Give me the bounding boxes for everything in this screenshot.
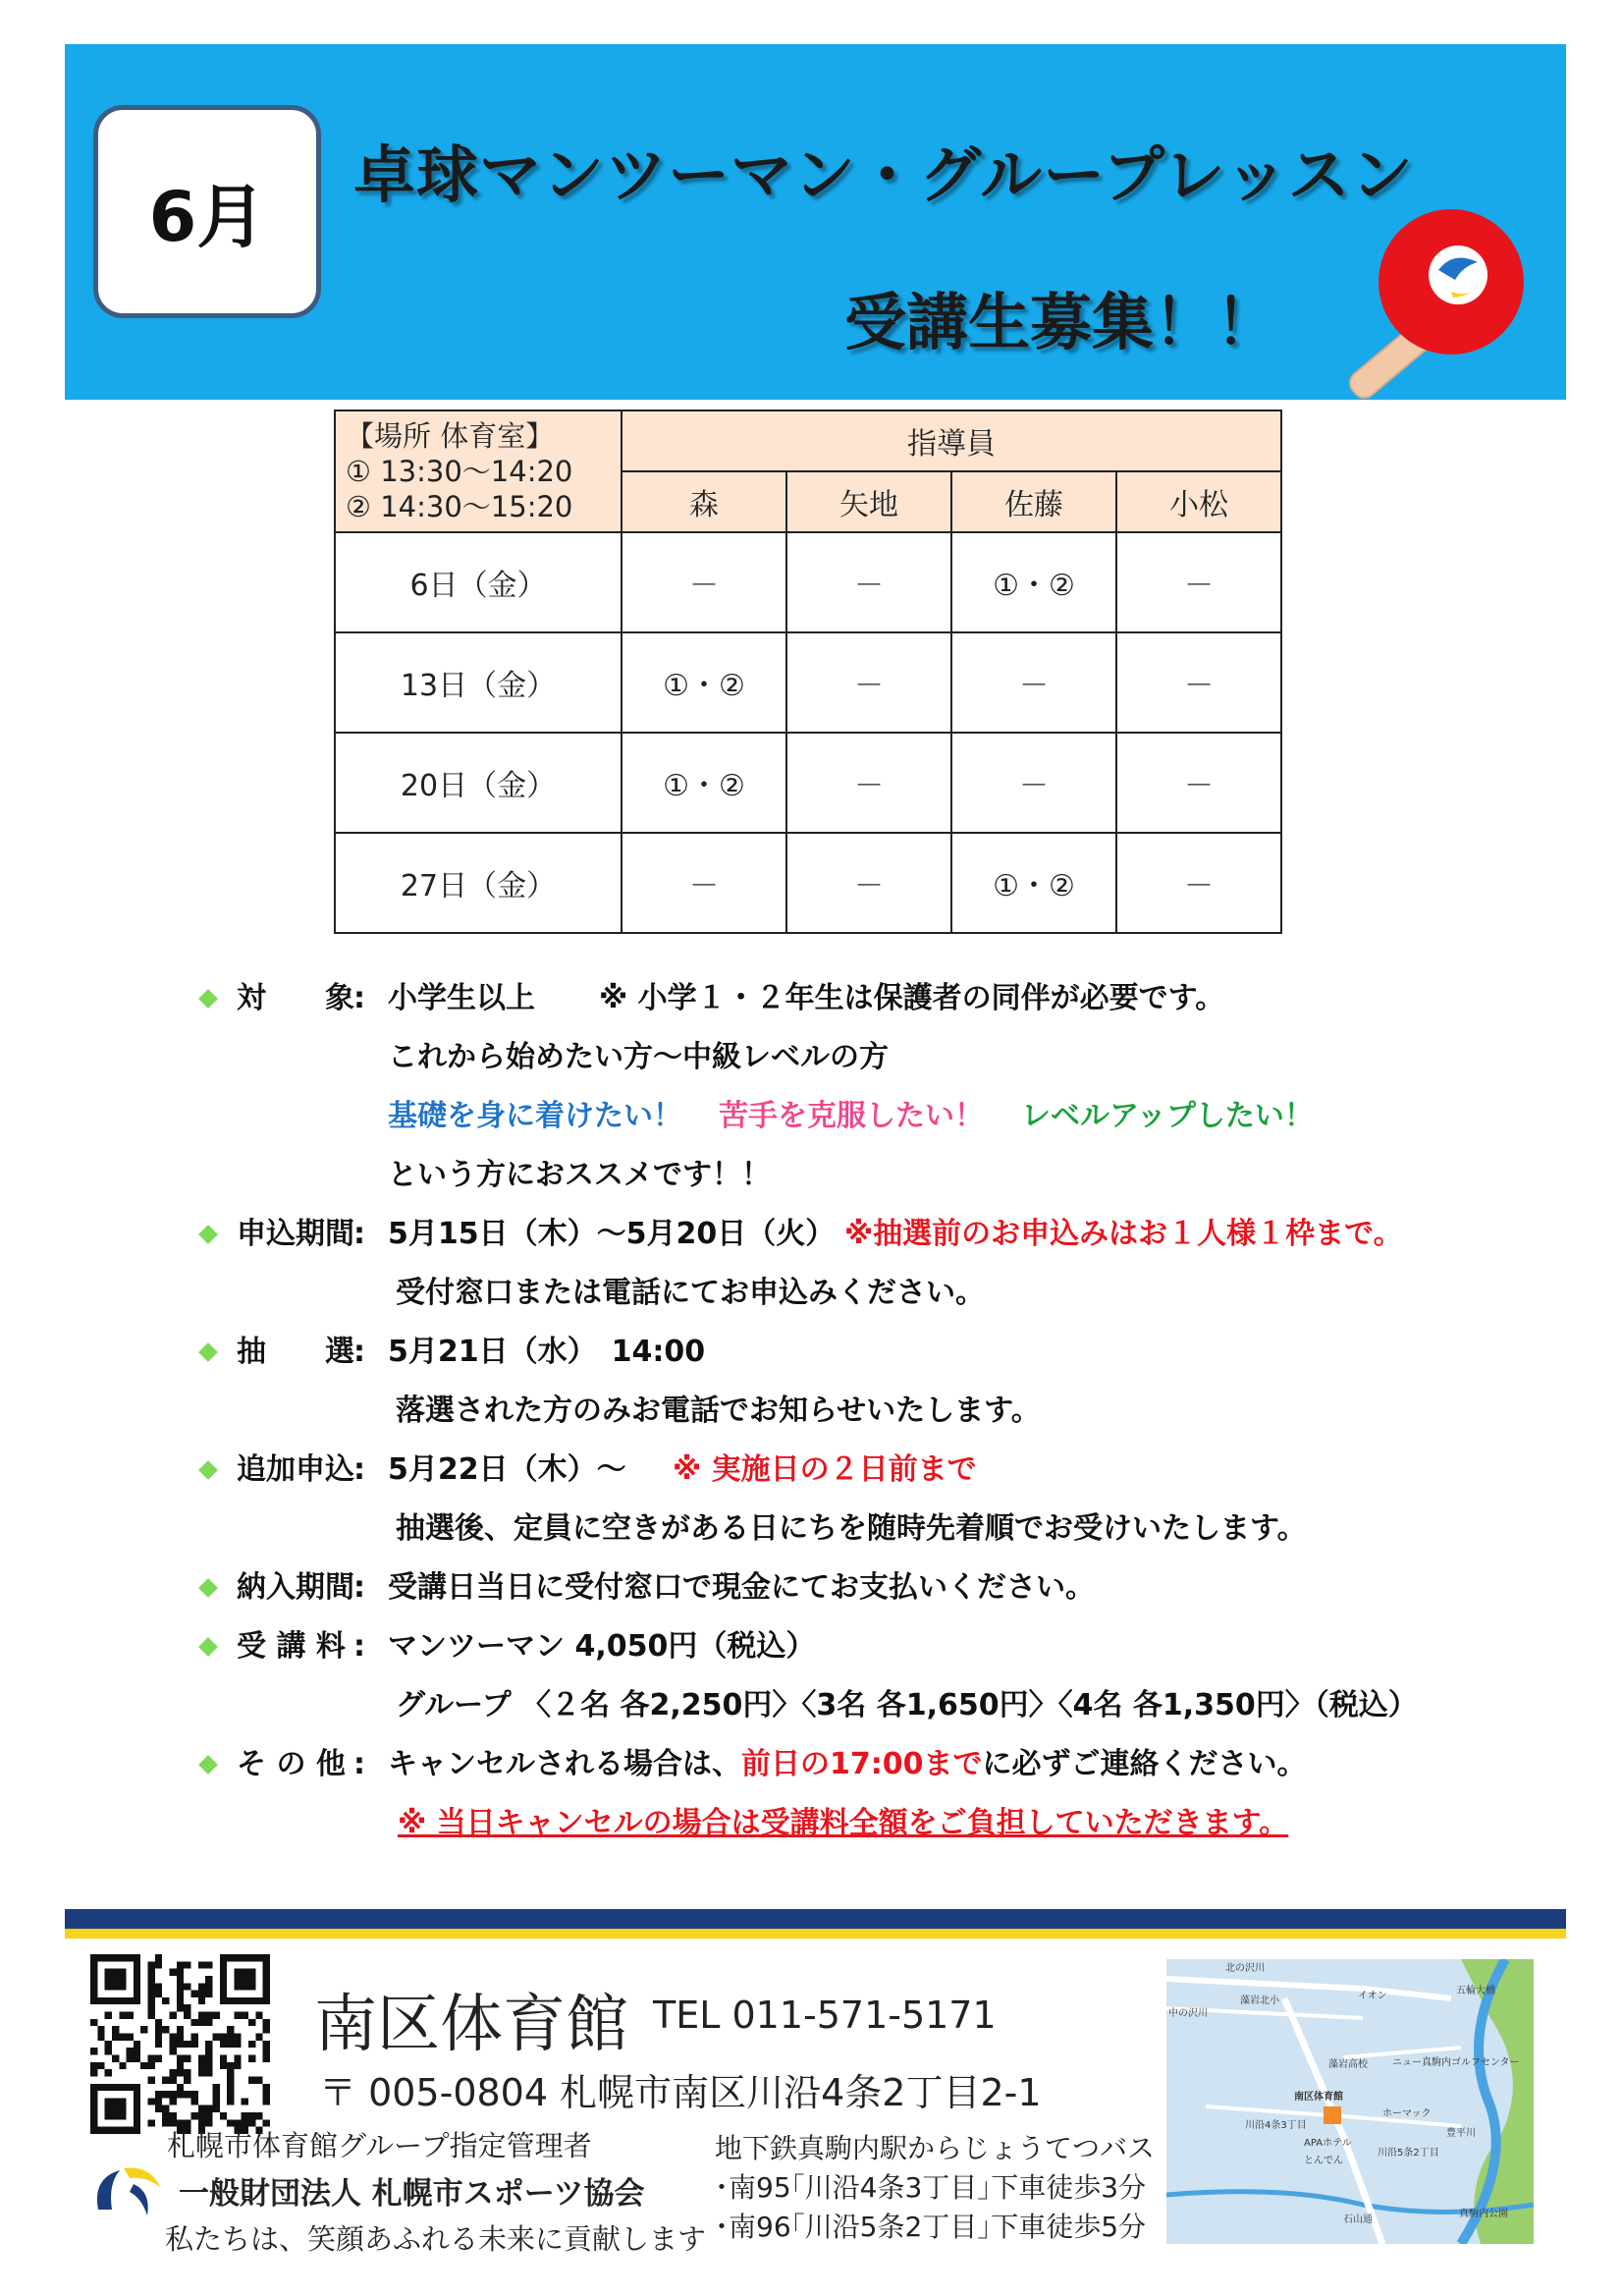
table-row (335, 532, 1281, 632)
target-phrase-1: 基礎を身に着けたい！ (388, 1099, 682, 1133)
colon: : (353, 1629, 365, 1664)
instructor-header: 指導員 (622, 410, 1281, 471)
date-cell: 6日（金） (335, 532, 622, 632)
map-label: ニュー真駒内ゴルフセンター (1392, 2057, 1520, 2068)
lottery-label: 抽 選 (237, 1335, 354, 1369)
other-value (388, 1743, 1307, 1786)
map-label: とんでん (1304, 2156, 1343, 2166)
map-label: 南区体育館 (1294, 2092, 1343, 2103)
slot-cell: － (786, 833, 951, 933)
instructor-name: 小松 (1116, 471, 1281, 532)
extra-label: 追加申込 (237, 1452, 354, 1487)
colon: : (353, 1217, 365, 1251)
bullet-diamond-icon (198, 1578, 218, 1598)
page-subtitle: 受講生募集！！ (844, 287, 1277, 358)
page-title: 卓球マンツーマン・グループレッスン (353, 139, 1414, 211)
lottery-value: 5月21日（水） 14:00 (388, 1335, 706, 1369)
apply-note: ※抽選前のお申込みはお１人様１枠まで。 (844, 1217, 1403, 1251)
instructor-name: 矢地 (786, 471, 951, 532)
bus-line-1: ･南95｢川沿4条3丁目｣下車徒歩3分 (715, 2171, 1147, 2204)
target-note: ※ 小学１・２年生は保護者の同伴が必要です。 (599, 981, 1225, 1015)
apply-label: 申込期間 (237, 1217, 354, 1251)
fee-value: マンツーマン 4,050円（税込） (388, 1629, 816, 1664)
bullet-diamond-icon (198, 1225, 218, 1244)
location-label: 【場所 体育室】 (346, 419, 555, 453)
target-value: 小学生以上 (388, 981, 535, 1015)
slot-cell: － (1116, 733, 1281, 833)
bullet-diamond-icon (198, 989, 218, 1009)
slot-cell: － (951, 733, 1116, 833)
target-line2: これから始めたい方～中級レベルの方 (388, 1040, 889, 1074)
bullet-diamond-icon (198, 1637, 218, 1657)
slot-cell: ①・② (951, 833, 1116, 933)
slot-cell: － (622, 532, 786, 632)
extra-value: 5月22日（木）～ (388, 1452, 626, 1487)
table-row (335, 632, 1281, 733)
other-value-a: キャンセルされる場合は、 (388, 1747, 741, 1781)
colon: : (353, 1747, 365, 1781)
map-label: 北の沢川 (1225, 1963, 1265, 1974)
gym-name: 南区体育館 (314, 1989, 628, 2061)
bus-access-info (715, 2129, 1155, 2247)
bullet-diamond-icon (198, 1755, 218, 1775)
instructor-name: 森 (622, 471, 786, 532)
slot-cell: － (786, 632, 951, 733)
time-slot-1: ① 13:30～14:20 (346, 455, 573, 488)
organization-name: 一般財団法人 札幌市スポーツ協会 (179, 2176, 645, 2212)
map-label: ホーマック (1382, 2108, 1432, 2119)
map-label: イオン (1358, 1991, 1387, 2001)
slot-cell: ①・② (622, 632, 786, 733)
map-label: 豊平川 (1446, 2128, 1476, 2139)
colon: : (353, 1570, 365, 1605)
ping-pong-paddle-icon (1335, 201, 1542, 403)
fee-label: 受 講 料 (237, 1629, 346, 1664)
phone-number: TEL 011-571-5171 (653, 1994, 997, 2037)
slot-cell: － (1116, 632, 1281, 733)
fee-line2: グループ 〈２名 各2,250円〉〈3名 各1,650円〉〈4名 各1,350円〉（税込） (396, 1688, 1418, 1722)
instructor-name: 佐藤 (951, 471, 1116, 532)
bullet-diamond-icon (198, 1460, 218, 1480)
footer-stripe-yellow (65, 1929, 1566, 1939)
other-value-c: に必ずご連絡ください。 (982, 1747, 1307, 1781)
slot-cell: － (622, 833, 786, 933)
map-label: 藻岩高校 (1328, 2059, 1368, 2070)
sports-association-logo-icon (90, 2159, 167, 2219)
map-label: 真駒内公園 (1459, 2209, 1508, 2219)
slot-cell: － (951, 632, 1116, 733)
lottery-line2: 落選された方のみお電話でお知らせいたします。 (396, 1394, 1041, 1428)
qr-code-icon (90, 1954, 270, 2134)
map-label: 川沿5条2丁目 (1378, 2148, 1439, 2159)
colon: : (353, 1452, 365, 1487)
map-label: 川沿4条3丁目 (1245, 2120, 1307, 2131)
slot-cell: － (786, 733, 951, 833)
date-cell: 20日（金） (335, 733, 622, 833)
time-slot-2: ② 14:30～15:20 (346, 490, 573, 523)
colon: : (353, 981, 365, 1015)
bullet-diamond-icon (198, 1342, 218, 1362)
footer-stripe-navy (65, 1909, 1566, 1929)
access-map (1166, 1959, 1534, 2244)
slogan: 私たちは、笑顔あふれる未来に貢献します (165, 2222, 707, 2256)
date-cell: 27日（金） (335, 833, 622, 933)
table-row (335, 733, 1281, 833)
payment-label: 納入期間 (237, 1570, 354, 1605)
date-cell: 13日（金） (335, 632, 622, 733)
schedule-table (334, 410, 1282, 934)
map-label: 五輪大橋 (1456, 1986, 1495, 1996)
target-phrase-3: レベルアップしたい！ (1021, 1099, 1314, 1133)
target-phrase-2: 苦手を克服したい！ (719, 1099, 984, 1133)
target-line4: という方におススメです！！ (388, 1158, 771, 1192)
map-label: 中の沢川 (1168, 2008, 1208, 2019)
apply-value: 5月15日（木）～5月20日（火） (388, 1217, 836, 1251)
slot-cell: － (1116, 532, 1281, 632)
slot-cell: ①・② (951, 532, 1116, 632)
payment-value: 受講日当日に受付窓口で現金にてお支払いください。 (388, 1570, 1095, 1605)
other-label: そ の 他 (237, 1747, 346, 1781)
manager-label: 札幌市体育館グループ指定管理者 (167, 2129, 592, 2162)
map-label: APAホテル (1304, 2138, 1352, 2149)
slot-cell: － (786, 532, 951, 632)
map-label: 藻岩北小 (1240, 1995, 1279, 2006)
month-badge: 6月 (93, 105, 321, 318)
slot-cell: ①・② (622, 733, 786, 833)
bus-line-2: ･南96｢川沿5条2丁目｣下車徒歩5分 (715, 2211, 1147, 2243)
colon: : (353, 1335, 365, 1369)
map-label: 石山通 (1343, 2214, 1373, 2225)
extra-note: ※ 実施日の２日前まで (673, 1452, 977, 1487)
schedule-corner (335, 410, 622, 532)
apply-line2: 受付窓口または電話にてお申込みください。 (396, 1276, 985, 1310)
address: 〒 005-0804 札幌市南区川沿4条2丁目2-1 (319, 2071, 1042, 2114)
slot-cell: － (1116, 833, 1281, 933)
target-label: 対 象 (237, 981, 354, 1015)
bus-title: 地下鉄真駒内駅からじょうてつバス (715, 2132, 1156, 2164)
extra-line2: 抽選後、定員に空きがある日にちを随時先着順でお受けいたします。 (396, 1511, 1307, 1546)
table-row (335, 833, 1281, 933)
other-value-b: 前日の17:00まで (741, 1747, 983, 1781)
cancel-warning: ※ 当日キャンセルの場合は受講料全額をご負担していただきます。 (398, 1806, 1289, 1840)
